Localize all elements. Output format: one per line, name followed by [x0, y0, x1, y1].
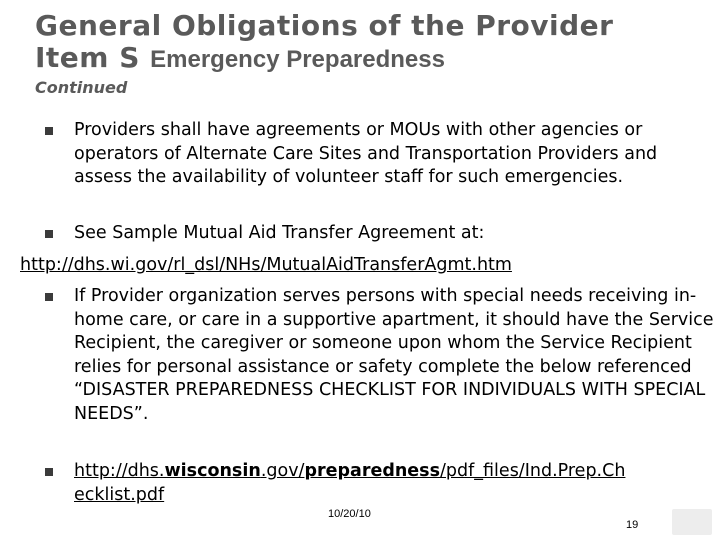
slide-subtitle: Continued: [35, 78, 128, 97]
page-number: 19: [626, 519, 639, 531]
title-item-label: Item S: [35, 41, 151, 74]
bullet-text: Providers shall have agreements or MOUs with other agencies or operators of Alternate Care Sites and Transportation Providers and assess the availability of volunteer staff for such emergencies.: [74, 120, 658, 188]
square-bullet-icon: [45, 127, 53, 135]
checklist-link[interactable]: http://dhs.wisconsin.gov/preparedness/pdf_files/Ind.Prep.Ch ecklist.pdf: [74, 461, 626, 505]
mutual-aid-agreement-link[interactable]: http://dhs.wi.gov/rl_dsl/NHs/MutualAidTransferAgmt.htm: [20, 255, 512, 275]
footer-date: 10/20/10: [328, 508, 371, 520]
mutual-aid-link-line: [20, 254, 512, 278]
watermark-logo: [672, 509, 712, 535]
square-bullet-icon: [45, 230, 53, 238]
bullet-text: See Sample Mutual Aid Transfer Agreement at:: [74, 223, 485, 243]
title-topic: Emergency Preparedness: [150, 46, 445, 73]
square-bullet-icon: [45, 468, 53, 476]
slide-title-line2: [35, 42, 613, 76]
slide-title-line1: General Obligations of the Provider: [35, 9, 614, 42]
square-bullet-icon: [45, 293, 53, 301]
bullet-text: If Provider organization serves persons with special needs receiving in-home care, or care in a supportive apartment, it should have the Service Recipient, the caregiver or someone upon whom the Service Recipient relies for personal assistance or safety complete the below referenced “DISASTER PREPAREDNESS CHECKLIST FOR INDIVIDUALS WITH SPECIAL NEEDS”.: [74, 286, 714, 424]
slide-title: [35, 10, 613, 76]
